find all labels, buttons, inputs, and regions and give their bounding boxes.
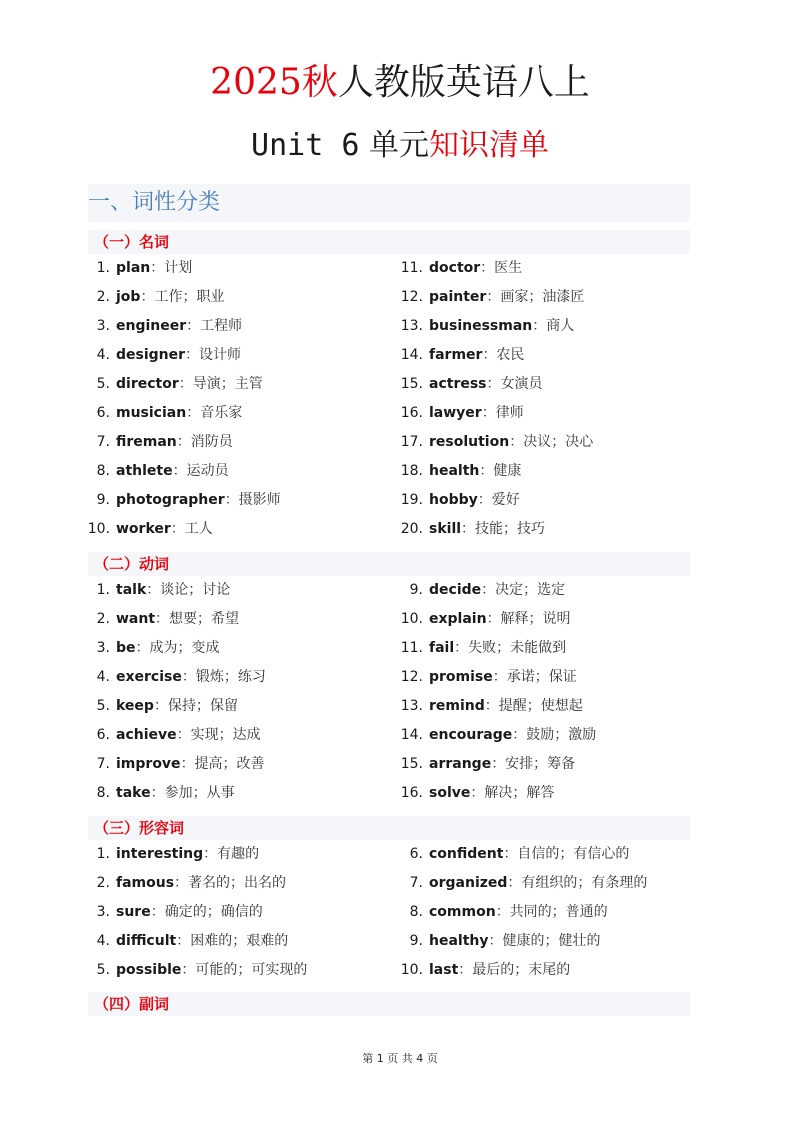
vocab-entry — [82, 900, 263, 924]
entry-meaning: ：可能的；可实现的 — [181, 962, 308, 978]
entry-meaning: ：爱好 — [477, 492, 520, 508]
entry-meaning: ：女演员 — [486, 376, 543, 392]
vocab-entry — [82, 752, 265, 776]
entry-number: 2. — [96, 875, 110, 891]
vocab-entry — [395, 578, 565, 602]
entry-number: 11. — [400, 640, 423, 656]
entry-word: want — [116, 611, 156, 627]
entry-word: improve — [116, 756, 181, 772]
adverbs-heading — [88, 992, 690, 1016]
vocab-entry — [395, 430, 593, 454]
entry-word: achieve — [116, 727, 177, 743]
entry-number: 5. — [96, 698, 110, 714]
entry-number: 8. — [96, 785, 110, 801]
entry-meaning: ：工程师 — [186, 318, 243, 334]
entry-word: worker — [116, 521, 171, 537]
entry-number: 5. — [96, 376, 110, 392]
entry-word: decide — [429, 582, 482, 598]
vocab-entry — [82, 694, 238, 718]
entry-meaning: ：工作；职业 — [140, 289, 225, 305]
vocab-entry — [395, 636, 566, 660]
entry-meaning: ：提醒；使想起 — [484, 698, 583, 714]
entry-meaning: ：提高；改善 — [180, 756, 265, 772]
entry-number: 16. — [400, 405, 423, 421]
entry-word: possible — [116, 962, 182, 978]
entry-meaning: ：计划 — [150, 260, 193, 276]
entry-meaning: ：自信的；有信心的 — [503, 846, 630, 862]
entry-word: be — [116, 640, 136, 656]
entry-number: 16. — [400, 785, 423, 801]
entry-word: encourage — [429, 727, 513, 743]
entry-number: 19. — [400, 492, 423, 508]
entry-number: 4. — [96, 933, 110, 949]
document-subtitle — [0, 124, 800, 168]
entry-number: 13. — [400, 318, 423, 334]
vocab-entry — [82, 285, 224, 309]
entry-word: explain — [429, 611, 487, 627]
adverbs-heading-text: （四）副词 — [94, 995, 170, 1013]
entry-word: lawyer — [429, 405, 482, 421]
nouns-heading — [88, 230, 690, 254]
entry-word: hobby — [429, 492, 478, 508]
vocab-entry — [395, 842, 629, 866]
entry-word: exercise — [116, 669, 182, 685]
entry-number: 3. — [96, 904, 110, 920]
vocab-entry — [82, 343, 241, 367]
entry-word: businessman — [429, 318, 533, 334]
vocab-entry — [82, 723, 261, 747]
entry-word: farmer — [429, 347, 483, 363]
nouns-heading-text: （一）名词 — [94, 233, 170, 251]
entry-number: 2. — [96, 289, 110, 305]
entry-word: difficult — [116, 933, 177, 949]
vocab-entry — [395, 607, 571, 631]
entry-word: last — [429, 962, 459, 978]
entry-number: 1. — [96, 260, 110, 276]
vocab-entry — [395, 694, 583, 718]
entry-number: 13. — [400, 698, 423, 714]
title-season: 秋 — [301, 62, 338, 103]
entry-number: 9. — [409, 933, 423, 949]
entry-meaning: ：实现；达成 — [176, 727, 261, 743]
entry-meaning: ：成为；变成 — [135, 640, 220, 656]
entry-word: famous — [116, 875, 175, 891]
entry-number: 2. — [96, 611, 110, 627]
verbs-heading-text: （二）动词 — [94, 555, 170, 573]
entry-word: interesting — [116, 846, 204, 862]
entry-number: 15. — [400, 376, 423, 392]
entry-word: fireman — [116, 434, 177, 450]
vocab-entry — [82, 517, 213, 541]
entry-meaning: ：工人 — [170, 521, 213, 537]
subtitle-black: 单元 — [359, 128, 429, 163]
entry-number: 6. — [96, 727, 110, 743]
entry-number: 9. — [96, 492, 110, 508]
entry-meaning: ：画家；油漆匠 — [486, 289, 585, 305]
entry-number: 14. — [400, 347, 423, 363]
vocab-entry — [82, 401, 242, 425]
vocab-entry — [82, 314, 242, 338]
entry-word: confident — [429, 846, 504, 862]
entry-meaning: ：最后的；末尾的 — [458, 962, 571, 978]
vocab-entry — [395, 871, 647, 895]
entry-meaning: ：确定的；确信的 — [150, 904, 263, 920]
entry-word: common — [429, 904, 496, 920]
entry-number: 17. — [400, 434, 423, 450]
vocab-entry — [82, 871, 286, 895]
vocab-entry — [395, 900, 608, 924]
entry-meaning: ：参加；从事 — [150, 785, 235, 801]
vocab-entry — [395, 343, 524, 367]
page-footer: 第 1 页 共 4 页 — [362, 1052, 438, 1065]
entry-number: 12. — [400, 669, 423, 685]
entry-word: healthy — [429, 933, 489, 949]
vocab-entry — [82, 578, 230, 602]
entry-meaning: ：承诺；保证 — [492, 669, 577, 685]
entry-meaning: ：共同的；普通的 — [495, 904, 608, 920]
vocab-entry — [82, 781, 235, 805]
vocab-entry — [82, 430, 233, 454]
entry-meaning: ：决议；决心 — [509, 434, 594, 450]
entry-word: job — [116, 289, 141, 305]
vocab-entry — [395, 401, 524, 425]
vocab-entry — [82, 929, 288, 953]
vocab-entry — [82, 958, 307, 982]
verbs-heading — [88, 552, 690, 576]
entry-meaning: ：健康 — [479, 463, 522, 479]
entry-word: take — [116, 785, 151, 801]
vocab-entry — [395, 929, 601, 953]
vocab-entry — [395, 285, 584, 309]
entry-number: 8. — [96, 463, 110, 479]
entry-number: 5. — [96, 962, 110, 978]
entry-word: keep — [116, 698, 154, 714]
vocab-entry — [395, 752, 575, 776]
entry-meaning: ：商人 — [532, 318, 575, 334]
title-year: 2025 — [210, 62, 302, 103]
entry-word: organized — [429, 875, 508, 891]
entry-number: 15. — [400, 756, 423, 772]
entry-number: 10. — [87, 521, 110, 537]
entry-number: 11. — [400, 260, 423, 276]
entry-word: plan — [116, 260, 151, 276]
entry-word: skill — [429, 521, 462, 537]
entry-meaning: ：锻炼；练习 — [181, 669, 266, 685]
adjectives-heading — [88, 816, 690, 840]
entry-meaning: ：决定；选定 — [481, 582, 566, 598]
vocab-entry — [395, 723, 596, 747]
entry-meaning: ：有组织的；有条理的 — [507, 875, 648, 891]
title-rest: 人教版英语八上 — [337, 62, 590, 103]
subtitle-unit: Unit 6 — [251, 128, 360, 163]
vocab-entry — [395, 781, 554, 805]
entry-number: 3. — [96, 318, 110, 334]
entry-meaning: ：谈论；讨论 — [146, 582, 231, 598]
vocab-entry — [395, 314, 574, 338]
entry-meaning: ：著名的；出名的 — [174, 875, 287, 891]
entry-number: 3. — [96, 640, 110, 656]
entry-word: doctor — [429, 260, 481, 276]
entry-number: 6. — [96, 405, 110, 421]
adjectives-heading-text: （三）形容词 — [94, 819, 185, 837]
entry-number: 10. — [400, 611, 423, 627]
entry-word: solve — [429, 785, 471, 801]
section-heading — [88, 184, 690, 222]
vocab-entry — [395, 459, 521, 483]
entry-meaning: ：技能；技巧 — [461, 521, 546, 537]
entry-meaning: ：安排；筹备 — [491, 756, 576, 772]
vocab-entry — [395, 517, 545, 541]
entry-number: 1. — [96, 846, 110, 862]
vocab-entry — [82, 372, 263, 396]
vocab-entry — [395, 256, 522, 280]
entry-meaning: ：农民 — [482, 347, 525, 363]
entry-meaning: ：律师 — [481, 405, 524, 421]
entry-word: actress — [429, 376, 487, 392]
entry-word: promise — [429, 669, 493, 685]
entry-number: 20. — [400, 521, 423, 537]
entry-number: 7. — [96, 756, 110, 772]
entry-word: designer — [116, 347, 186, 363]
entry-meaning: ：困难的；艰难的 — [176, 933, 289, 949]
vocab-entry — [82, 665, 266, 689]
entry-number: 7. — [409, 875, 423, 891]
entry-number: 6. — [409, 846, 423, 862]
entry-meaning: ：保持；保留 — [153, 698, 238, 714]
entry-number: 12. — [400, 289, 423, 305]
entry-word: sure — [116, 904, 151, 920]
entry-meaning: ：医生 — [480, 260, 523, 276]
entry-word: painter — [429, 289, 487, 305]
entry-word: engineer — [116, 318, 187, 334]
subtitle-red: 知识清单 — [428, 128, 549, 163]
entry-word: athlete — [116, 463, 173, 479]
entry-number: 10. — [400, 962, 423, 978]
entry-meaning: ：消防员 — [176, 434, 233, 450]
vocab-entry — [82, 636, 220, 660]
section-heading-text: 一、词性分类 — [88, 190, 221, 215]
entry-word: resolution — [429, 434, 510, 450]
entry-word: photographer — [116, 492, 225, 508]
vocab-entry — [82, 607, 239, 631]
entry-number: 8. — [409, 904, 423, 920]
entry-word: health — [429, 463, 480, 479]
entry-meaning: ：解决；解答 — [470, 785, 555, 801]
entry-word: fail — [429, 640, 455, 656]
entry-meaning: ：想要；希望 — [155, 611, 240, 627]
entry-meaning: ：解释；说明 — [486, 611, 571, 627]
entry-number: 4. — [96, 347, 110, 363]
entry-number: 7. — [96, 434, 110, 450]
entry-meaning: ：运动员 — [172, 463, 229, 479]
entry-meaning: ：有趣的 — [203, 846, 260, 862]
entry-number: 9. — [409, 582, 423, 598]
vocab-entry — [82, 256, 192, 280]
entry-word: musician — [116, 405, 187, 421]
entry-meaning: ：鼓励；激励 — [512, 727, 597, 743]
vocab-entry — [395, 665, 577, 689]
vocab-entry — [395, 488, 520, 512]
entry-meaning: ：导演；主管 — [178, 376, 263, 392]
entry-number: 1. — [96, 582, 110, 598]
document-title — [0, 58, 800, 108]
entry-meaning: ：设计师 — [185, 347, 242, 363]
vocab-entry — [82, 842, 259, 866]
entry-word: arrange — [429, 756, 492, 772]
vocab-entry — [395, 372, 543, 396]
vocab-entry — [82, 459, 229, 483]
entry-number: 14. — [400, 727, 423, 743]
entry-number: 4. — [96, 669, 110, 685]
entry-meaning: ：失败；未能做到 — [454, 640, 567, 656]
entry-meaning: ：音乐家 — [186, 405, 243, 421]
entry-word: director — [116, 376, 179, 392]
vocab-entry — [395, 958, 570, 982]
entry-meaning: ：摄影师 — [224, 492, 281, 508]
entry-word: talk — [116, 582, 147, 598]
entry-word: remind — [429, 698, 485, 714]
entry-meaning: ：健康的；健壮的 — [488, 933, 601, 949]
entry-number: 18. — [400, 463, 423, 479]
vocab-entry — [82, 488, 281, 512]
